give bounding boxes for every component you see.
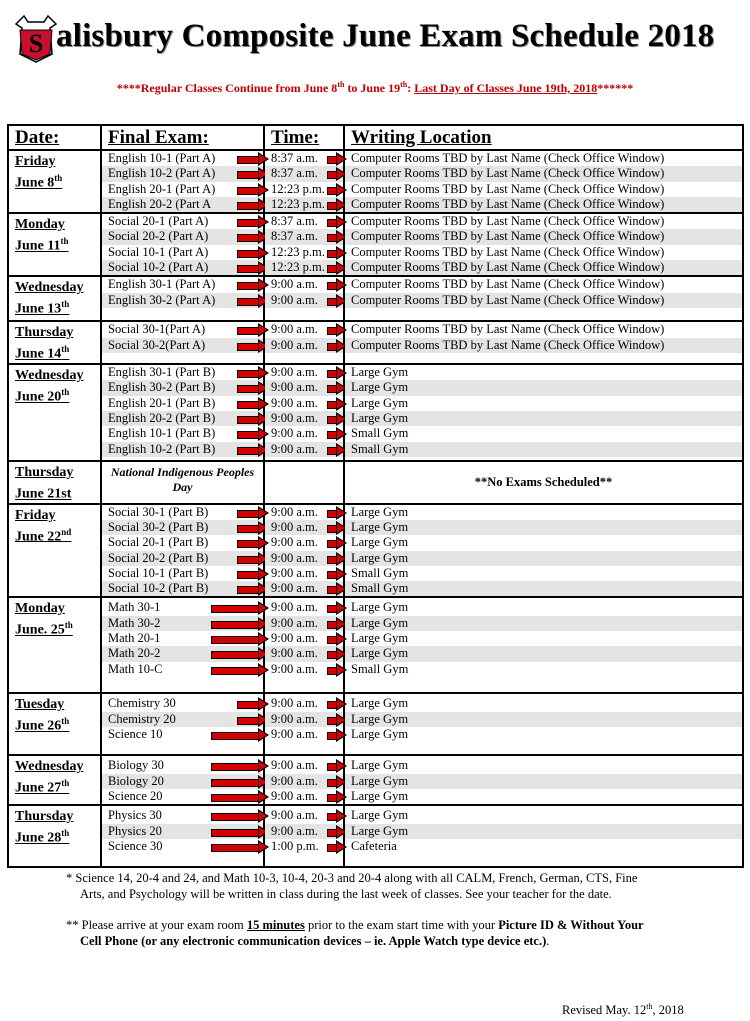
right-arrow-icon <box>327 428 347 440</box>
time-list-cell <box>264 150 344 213</box>
right-arrow-icon <box>327 199 347 211</box>
exam-name: English 30-1 (Part B) <box>102 365 263 380</box>
right-arrow-icon <box>327 537 347 549</box>
exam-time: 12:23 p.m. <box>265 245 343 260</box>
day-date-cell <box>8 364 101 461</box>
exam-time: 9:00 a.m. <box>265 696 343 711</box>
exam-location: Computer Rooms TBD by Last Name (Check Office Window) <box>345 338 742 353</box>
date-suffix: th <box>61 778 70 789</box>
schedule-day-group <box>8 805 743 867</box>
exam-time: 9:00 a.m. <box>265 322 343 337</box>
date-label: June 13 <box>15 302 62 318</box>
date-suffix: th <box>61 344 70 355</box>
exam-location: Large Gym <box>351 395 409 410</box>
footnote-in-class-exams: * Science 14, 20-4 and 24, and Math 10-3, 10-4, 20-3 and 20-4 along with all CALM, French, German, CTS, Fine Arts, and Psychology will be written in class during the last week of classes. See your teacher for the date. <box>66 871 638 901</box>
column-header-writing-location: Writing Location <box>344 125 743 150</box>
exam-name: Social 20-1 (Part B) <box>102 535 263 550</box>
exam-list-cell <box>101 805 264 867</box>
right-arrow-icon <box>211 729 269 741</box>
time-list-cell <box>264 693 344 755</box>
exam-time: 9:00 a.m. <box>265 727 343 742</box>
schedule-day-group <box>8 150 743 213</box>
right-arrow-icon <box>211 664 269 676</box>
exam-time: 8:37 a.m. <box>265 229 343 244</box>
exam-name: Social 30-1(Part A) <box>102 322 263 337</box>
right-arrow-icon <box>327 216 347 228</box>
right-arrow-icon <box>211 618 269 630</box>
column-header-final-exam: Final Exam: <box>101 125 264 150</box>
right-arrow-icon <box>211 826 269 838</box>
schedule-day-group <box>8 321 743 364</box>
exam-name: Social 30-1 (Part B) <box>102 505 263 520</box>
exam-name: Biology 30 <box>102 758 263 773</box>
right-arrow-icon <box>211 602 269 614</box>
time-list-cell <box>264 504 344 598</box>
exam-time: 9:00 a.m. <box>265 808 343 823</box>
exam-time: 9:00 a.m. <box>265 520 343 535</box>
exam-name: Chemistry 20 <box>102 712 263 727</box>
day-date-cell <box>8 805 101 867</box>
right-arrow-icon <box>327 618 347 630</box>
page-title: alisbury Composite June Exam Schedule 2018 <box>56 18 715 54</box>
time-list-cell <box>264 364 344 461</box>
day-name: Wednesday <box>15 759 84 775</box>
right-arrow-icon <box>211 760 269 772</box>
right-arrow-icon <box>327 168 347 180</box>
exam-location: Large Gym <box>351 631 409 646</box>
time-list-cell <box>264 213 344 276</box>
exam-time: 8:37 a.m. <box>265 151 343 166</box>
right-arrow-icon <box>327 841 347 853</box>
exam-time: 9:00 a.m. <box>265 758 343 773</box>
right-arrow-icon <box>327 507 347 519</box>
time-list-cell <box>264 755 344 805</box>
day-name: Thursday <box>15 465 74 481</box>
exam-name: Social 30-2(Part A) <box>102 338 263 353</box>
exam-location: Computer Rooms TBD by Last Name (Check Office Window) <box>351 322 665 337</box>
exam-name: English 30-2 (Part B) <box>102 380 263 395</box>
schedule-day-group <box>8 213 743 276</box>
exam-name: Math 20-2 <box>102 646 263 661</box>
right-arrow-icon <box>327 413 347 425</box>
schedule-day-group <box>8 276 743 321</box>
location-list-cell <box>344 276 743 321</box>
date-label: June 22 <box>15 529 62 545</box>
right-arrow-icon <box>211 841 269 853</box>
exam-name: Social 30-2 (Part B) <box>102 520 263 535</box>
exam-list-cell <box>101 321 264 364</box>
exam-location: Large Gym <box>345 824 742 839</box>
exam-schedule-table <box>7 124 744 868</box>
no-exams-notice: **No Exams Scheduled** <box>344 461 743 504</box>
right-arrow-icon <box>211 648 269 660</box>
exam-location: Cafeteria <box>351 838 397 853</box>
empty-time-cell <box>264 461 344 504</box>
exam-location: Computer Rooms TBD by Last Name (Check Office Window) <box>345 229 742 244</box>
exam-name: Math 20-1 <box>102 631 263 646</box>
classes-notice: ****Regular Classes Continue from June 8th to June 19th: Last Day of Classes June 19th, 2018****** <box>116 80 634 95</box>
right-arrow-icon <box>327 568 347 580</box>
day-date-cell <box>8 597 101 693</box>
date-suffix: th <box>61 299 70 310</box>
right-arrow-icon <box>327 810 347 822</box>
exam-location: Small Gym <box>345 442 742 457</box>
right-arrow-icon <box>327 324 347 336</box>
exam-list-cell <box>101 597 264 693</box>
exam-time: 9:00 a.m. <box>265 411 343 426</box>
schedule-day-group <box>8 461 743 504</box>
date-suffix: th <box>64 620 73 631</box>
exam-name: English 20-2 (Part B) <box>102 411 263 426</box>
exam-name: Science 20 <box>102 789 263 804</box>
exam-location: Large Gym <box>351 535 409 550</box>
last-day-of-classes: Last Day of Classes June 19th, 2018 <box>414 81 598 95</box>
exam-time: 9:00 a.m. <box>265 616 343 631</box>
holiday-label: National Indigenous Peoples Day <box>101 461 264 504</box>
exam-location: Computer Rooms TBD by Last Name (Check Office Window) <box>351 181 665 196</box>
date-label: June 21st <box>15 486 72 502</box>
day-date-cell <box>8 276 101 321</box>
column-header-date: Date: <box>8 125 101 150</box>
exam-name: Chemistry 30 <box>102 696 263 711</box>
exam-location: Large Gym <box>351 727 409 742</box>
day-date-cell <box>8 504 101 598</box>
exam-location: Large Gym <box>345 551 742 566</box>
exam-time: 9:00 a.m. <box>265 426 343 441</box>
exam-name: Social 10-2 (Part A) <box>102 260 263 275</box>
exam-name: English 30-1 (Part A) <box>102 277 263 292</box>
right-arrow-icon <box>327 714 347 726</box>
exam-location: Small Gym <box>351 661 409 676</box>
right-arrow-icon <box>327 153 347 165</box>
exam-location: Computer Rooms TBD by Last Name (Check Office Window) <box>345 260 742 275</box>
date-label: June 14 <box>15 347 62 363</box>
exam-location: Computer Rooms TBD by Last Name (Check Office Window) <box>345 197 742 212</box>
exam-name: Biology 20 <box>102 774 263 789</box>
exam-time: 9:00 a.m. <box>265 789 343 804</box>
exam-location: Computer Rooms TBD by Last Name (Check Office Window) <box>351 277 665 292</box>
exam-time: 9:00 a.m. <box>265 581 343 596</box>
exam-name: Social 10-2 (Part B) <box>102 581 263 596</box>
exam-time: 9:00 a.m. <box>265 365 343 380</box>
exam-time: 9:00 a.m. <box>265 380 343 395</box>
exam-name: Physics 20 <box>102 824 263 839</box>
day-date-cell <box>8 321 101 364</box>
time-list-cell <box>264 321 344 364</box>
right-arrow-icon <box>327 382 347 394</box>
location-list-cell <box>344 321 743 364</box>
exam-location: Large Gym <box>351 696 409 711</box>
exam-time: 9:00 a.m. <box>265 631 343 646</box>
exam-name: Social 20-2 (Part A) <box>102 229 263 244</box>
exam-time: 8:37 a.m. <box>265 166 343 181</box>
exam-name: Physics 30 <box>102 808 263 823</box>
exam-location: Small Gym <box>351 426 409 441</box>
date-suffix: th <box>61 828 70 839</box>
exam-location: Small Gym <box>345 581 742 596</box>
day-name: Thursday <box>15 325 74 341</box>
exam-time: 12:23 p.m. <box>265 182 343 197</box>
exam-list-cell <box>101 504 264 598</box>
exam-location: Large Gym <box>345 616 742 631</box>
exam-location: Large Gym <box>351 504 409 519</box>
exam-time: 1:00 p.m. <box>265 839 343 854</box>
exam-name: English 20-1 (Part A) <box>102 182 263 197</box>
exam-name: Social 10-1 (Part B) <box>102 566 263 581</box>
right-arrow-icon <box>327 184 347 196</box>
right-arrow-icon <box>327 279 347 291</box>
exam-location: Computer Rooms TBD by Last Name (Check Office Window) <box>351 214 665 229</box>
exam-time: 9:00 a.m. <box>265 824 343 839</box>
exam-time: 9:00 a.m. <box>265 662 343 677</box>
exam-location: Large Gym <box>345 380 742 395</box>
salisbury-logo-icon <box>14 14 58 64</box>
right-arrow-icon <box>327 648 347 660</box>
day-name: Thursday <box>15 809 74 825</box>
date-suffix: th <box>61 716 70 727</box>
exam-list-cell <box>101 755 264 805</box>
exam-name: English 10-1 (Part B) <box>102 426 263 441</box>
right-arrow-icon <box>211 633 269 645</box>
day-date-cell <box>8 213 101 276</box>
footnote-arrival: ** Please arrive at your exam room 15 minutes prior to the exam start time with your Picture ID & Without Your Cell Phone (or any electronic communication devices – ie. Apple Watch type device etc.). <box>66 918 644 948</box>
right-arrow-icon <box>327 729 347 741</box>
exam-time: 9:00 a.m. <box>265 566 343 581</box>
exam-location: Large Gym <box>351 808 409 823</box>
exam-location: Large Gym <box>345 646 742 661</box>
right-arrow-icon <box>327 553 347 565</box>
header <box>12 6 742 66</box>
right-arrow-icon <box>327 444 347 456</box>
date-label: June 8 <box>15 175 55 191</box>
logo-letter: S <box>28 29 44 58</box>
schedule-day-group <box>8 504 743 598</box>
right-arrow-icon <box>327 247 347 259</box>
right-arrow-icon <box>327 583 347 595</box>
right-arrow-icon <box>327 295 347 307</box>
exam-location: Large Gym <box>345 520 742 535</box>
right-arrow-icon <box>327 262 347 274</box>
exam-location: Computer Rooms TBD by Last Name (Check Office Window) <box>345 293 742 308</box>
date-suffix: th <box>54 173 63 183</box>
schedule-day-group <box>8 364 743 461</box>
right-arrow-icon <box>327 367 347 379</box>
schedule-day-group <box>8 693 743 755</box>
exam-time: 9:00 a.m. <box>265 551 343 566</box>
date-label: June 26 <box>15 719 62 735</box>
exam-location: Large Gym <box>351 789 409 804</box>
time-list-cell <box>264 276 344 321</box>
day-name: Monday <box>15 601 65 617</box>
day-date-cell <box>8 755 101 805</box>
exam-location: Large Gym <box>345 411 742 426</box>
exam-location: Large Gym <box>345 712 742 727</box>
exam-location: Small Gym <box>351 565 409 580</box>
date-suffix: th <box>60 236 69 247</box>
right-arrow-icon <box>211 791 269 803</box>
day-date-cell <box>8 693 101 755</box>
exam-time: 12:23 p.m. <box>265 260 343 275</box>
date-label: June. 25 <box>15 623 65 639</box>
location-list-cell <box>344 364 743 461</box>
exam-location: Large Gym <box>351 758 409 773</box>
exam-location: Computer Rooms TBD by Last Name (Check Office Window) <box>345 166 742 181</box>
right-arrow-icon <box>211 776 269 788</box>
exam-location: Large Gym <box>345 774 742 789</box>
schedule-day-group <box>8 755 743 805</box>
exam-time: 9:00 a.m. <box>265 442 343 457</box>
exam-name: Math 10-C <box>102 662 263 677</box>
day-name: Monday <box>15 217 65 233</box>
exam-name: English 10-2 (Part A) <box>102 166 263 181</box>
exam-location: Large Gym <box>351 365 409 380</box>
exam-name: English 30-2 (Part A) <box>102 293 263 308</box>
right-arrow-icon <box>327 698 347 710</box>
exam-time: 9:00 a.m. <box>265 396 343 411</box>
exam-list-cell <box>101 150 264 213</box>
right-arrow-icon <box>211 810 269 822</box>
exam-time: 9:00 a.m. <box>265 338 343 353</box>
exam-name: Social 20-2 (Part B) <box>102 551 263 566</box>
date-label: June 20 <box>15 389 62 405</box>
exam-name: Math 30-2 <box>102 616 263 631</box>
day-name: Tuesday <box>15 697 65 713</box>
exam-list-cell <box>101 276 264 321</box>
exam-location: Computer Rooms TBD by Last Name (Check Office Window) <box>351 151 665 165</box>
day-name: Friday <box>15 154 56 169</box>
day-name: Friday <box>15 507 56 523</box>
date-suffix: th <box>61 387 70 398</box>
location-list-cell <box>344 504 743 598</box>
location-list-cell <box>344 805 743 867</box>
revised-date: Revised May. 12th, 2018 <box>562 1002 684 1018</box>
date-label: June 11 <box>15 238 61 254</box>
exam-location: Large Gym <box>351 600 409 615</box>
right-arrow-icon <box>327 791 347 803</box>
exam-name: English 10-2 (Part B) <box>102 442 263 457</box>
column-header-time: Time: <box>264 125 344 150</box>
exam-time: 9:00 a.m. <box>265 774 343 789</box>
exam-list-cell <box>101 693 264 755</box>
exam-location: Computer Rooms TBD by Last Name (Check Office Window) <box>351 244 665 259</box>
right-arrow-icon <box>327 826 347 838</box>
schedule-day-group <box>8 597 743 693</box>
right-arrow-icon <box>327 664 347 676</box>
right-arrow-icon <box>327 633 347 645</box>
location-list-cell <box>344 755 743 805</box>
exam-name: Science 10 <box>102 727 263 742</box>
exam-name: Math 30-1 <box>102 600 263 615</box>
right-arrow-icon <box>327 602 347 614</box>
day-date-cell <box>8 461 101 504</box>
exam-time: 9:00 a.m. <box>265 646 343 661</box>
date-label: June 27 <box>15 781 62 797</box>
table-header-row <box>8 125 743 150</box>
exam-name: Social 20-1 (Part A) <box>102 214 263 229</box>
exam-list-cell <box>101 364 264 461</box>
time-list-cell <box>264 597 344 693</box>
exam-name: Science 30 <box>102 839 263 854</box>
exam-time: 9:00 a.m. <box>265 712 343 727</box>
exam-name: Social 10-1 (Part A) <box>102 245 263 260</box>
exam-time: 9:00 a.m. <box>265 293 343 308</box>
location-list-cell <box>344 693 743 755</box>
exam-time: 9:00 a.m. <box>265 277 343 292</box>
day-date-cell <box>8 150 101 213</box>
location-list-cell <box>344 213 743 276</box>
exam-name: English 20-1 (Part B) <box>102 396 263 411</box>
time-list-cell <box>264 805 344 867</box>
exam-list-cell <box>101 213 264 276</box>
exam-time: 9:00 a.m. <box>265 535 343 550</box>
right-arrow-icon <box>327 760 347 772</box>
date-label: June 28 <box>15 831 62 847</box>
exam-time: 9:00 a.m. <box>265 600 343 615</box>
right-arrow-icon <box>327 776 347 788</box>
exam-time: 12:23 p.m. <box>265 197 343 212</box>
exam-time: 8:37 a.m. <box>265 214 343 229</box>
location-list-cell <box>344 150 743 213</box>
date-suffix: nd <box>61 526 72 537</box>
exam-time: 9:00 a.m. <box>265 505 343 520</box>
right-arrow-icon <box>327 231 347 243</box>
day-name: Wednesday <box>15 280 84 296</box>
right-arrow-icon <box>327 398 347 410</box>
exam-name: English 20-2 (Part A <box>102 197 263 212</box>
day-name: Wednesday <box>15 368 84 384</box>
exam-name: English 10-1 (Part A) <box>102 151 263 166</box>
right-arrow-icon <box>327 522 347 534</box>
location-list-cell <box>344 597 743 693</box>
right-arrow-icon <box>327 340 347 352</box>
